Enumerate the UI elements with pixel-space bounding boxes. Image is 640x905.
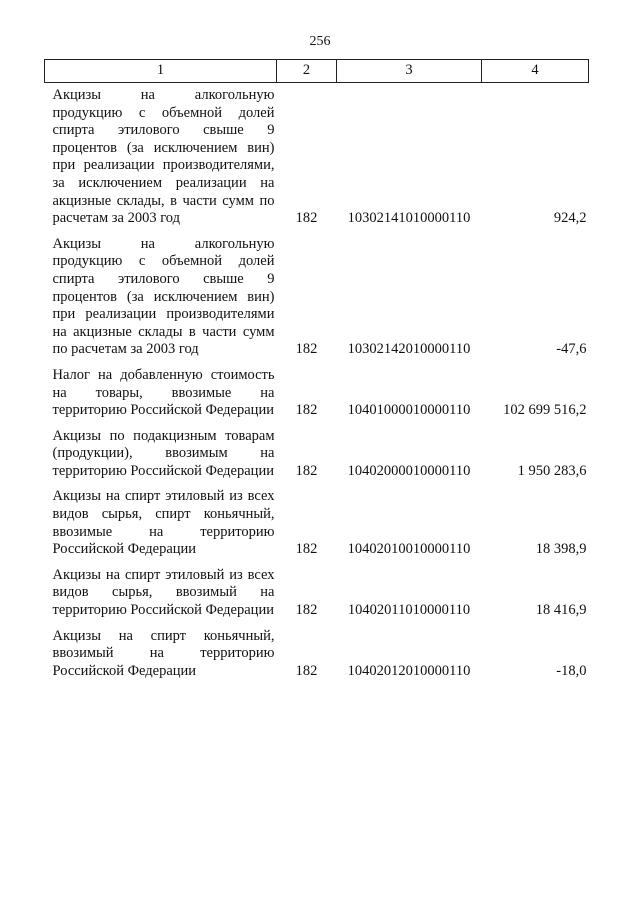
row-kbk: 10302141010000110 [347, 210, 471, 227]
table-row [45, 620, 589, 681]
row-admin-code: 182 [295, 662, 318, 679]
row-kbk: 10402010010000110 [347, 541, 471, 558]
row-admin-code: 182 [295, 462, 318, 479]
row-name: Акцизы по подакцизным товарам (продукции), ввозимым на территорию Российской Федерации [52, 427, 275, 479]
row-amount: -47,6 [556, 341, 587, 358]
row-name: Акцизы на спирт этиловый из всех видов сырья, ввозимый на территорию Российской Федерации [52, 566, 275, 619]
header-row [45, 60, 589, 83]
table-row [45, 480, 589, 558]
header-col-2: 2 [277, 60, 337, 83]
row-kbk: 10402011010000110 [347, 602, 471, 619]
row-admin-code: 182 [295, 341, 318, 358]
table-header [45, 60, 589, 83]
header-col-1: 1 [45, 60, 277, 83]
budget-table [44, 59, 589, 680]
row-amount: 1 950 283,6 [517, 462, 587, 479]
row-admin-code: 182 [295, 402, 318, 419]
header-col-4: 4 [482, 60, 589, 83]
row-admin-code: 182 [295, 210, 318, 227]
table-row [45, 228, 589, 359]
row-kbk: 10401000010000110 [347, 402, 471, 419]
row-kbk: 10302142010000110 [347, 341, 471, 358]
row-name: Акцизы на алкогольную продукцию с объемной долей спирта этилового свыше 9 процентов (за исключением вин) при реализации производителями, за исключением реализации на акцизные склады, в части сумм по расчетам за 2003 год [52, 87, 275, 227]
page-number: 256 [309, 34, 331, 49]
row-kbk: 10402000010000110 [347, 462, 471, 479]
table-row [45, 420, 589, 481]
row-admin-code: 182 [295, 541, 318, 558]
row-name: Акцизы на спирт коньячный, ввозимый на территорию Российской Федерации [52, 627, 275, 679]
row-name: Акцизы на спирт этиловый из всех видов сырья, спирт коньячный, ввозимые на территорию Российской Федерации [52, 488, 275, 558]
row-admin-code: 182 [295, 602, 318, 619]
row-amount: 924,2 [553, 210, 587, 227]
row-amount: -18,0 [556, 662, 587, 679]
table-row [45, 83, 589, 228]
table-body [45, 83, 589, 681]
row-kbk: 10402012010000110 [347, 662, 471, 679]
row-amount: 102 699 516,2 [503, 402, 587, 419]
row-amount: 18 398,9 [535, 541, 587, 558]
header-col-3: 3 [337, 60, 482, 83]
row-name: Акцизы на алкогольную продукцию с объемной долей спирта этилового свыше 9 процентов (за исключением вин) при реализации производителями на акцизные склады в части сумм по расчетам за 2003 год [52, 235, 275, 358]
table-row [45, 559, 589, 620]
row-amount: 18 416,9 [535, 602, 587, 619]
row-name: Налог на добавленную стоимость на товары, ввозимые на территорию Российской Федерации [52, 366, 275, 419]
table-row [45, 359, 589, 420]
